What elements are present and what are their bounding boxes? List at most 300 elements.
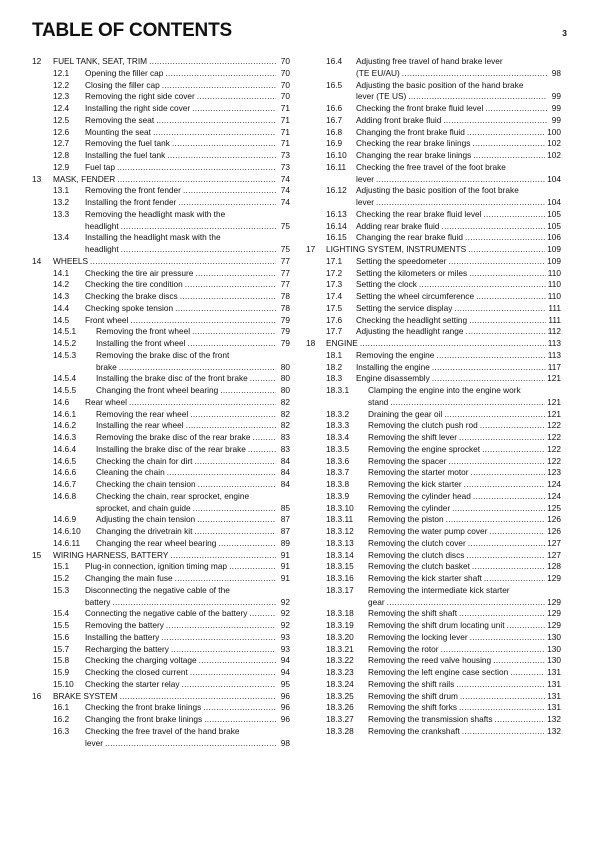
toc-entry-title: Removing the clutch basket: [368, 561, 470, 572]
toc-entry-title: Removing the seat: [85, 114, 155, 125]
dot-leader: [162, 80, 276, 92]
toc-entry-title: Removing the headlight mask with the: [85, 208, 226, 219]
toc-entry-text: [356, 362, 561, 374]
toc-entry-text: [85, 209, 290, 233]
toc-entry-page: 71: [280, 114, 290, 125]
toc-entry-number: 18.3.17: [326, 584, 354, 595]
toc-entry[interactable]: [32, 585, 290, 609]
toc-entry-title: Removing the engine sprocket: [368, 443, 481, 454]
toc-entry-page: 70: [280, 79, 290, 90]
toc-entry-number: 14.6.8: [53, 490, 77, 501]
toc-entry-text: [368, 691, 561, 703]
toc-entry[interactable]: [306, 632, 561, 644]
toc-entry-number: 13.1: [53, 185, 70, 196]
toc-entry-page: 106: [547, 232, 561, 243]
toc-entry[interactable]: [32, 150, 290, 162]
toc-entry[interactable]: [306, 667, 561, 679]
toc-entry[interactable]: [32, 209, 290, 233]
toc-entry-title: Installing the brake disc of the front brake: [96, 373, 248, 384]
toc-entry-number: 18.3.20: [326, 631, 354, 642]
toc-entry[interactable]: [306, 608, 561, 620]
toc-entry[interactable]: [306, 362, 561, 374]
toc-entry[interactable]: [306, 514, 561, 526]
toc-entry-title: Setting the service display: [356, 302, 453, 313]
toc-entry-number: 17.7: [326, 326, 343, 337]
toc-entry-text: [368, 608, 561, 620]
toc-entry[interactable]: [306, 620, 561, 632]
toc-entry[interactable]: [32, 444, 290, 456]
toc-entry-number: 13.2: [53, 197, 70, 207]
dot-leader: [376, 197, 545, 209]
toc-entry-page: 110: [547, 267, 561, 278]
toc-entry[interactable]: [306, 315, 561, 327]
toc-entry-text: [368, 679, 561, 691]
toc-entry[interactable]: [306, 232, 561, 244]
dot-leader: [441, 221, 545, 233]
toc-entry-number: 16.10: [326, 150, 347, 160]
toc-entry-text: [96, 526, 290, 538]
toc-entry-page: 123: [547, 467, 561, 478]
dot-leader: [183, 185, 276, 197]
toc-entry[interactable]: [32, 268, 290, 280]
dot-leader: [180, 291, 276, 303]
toc-entry-title: lever: [356, 173, 374, 184]
toc-entry-number: 14.5.3: [53, 349, 77, 360]
toc-entry-page: 75: [280, 244, 290, 254]
dot-leader: [193, 503, 276, 515]
toc-entry[interactable]: [32, 232, 290, 256]
toc-entry[interactable]: [32, 491, 290, 515]
toc-entry[interactable]: [306, 655, 561, 667]
toc-entry-title: Checking the closed current: [85, 667, 188, 677]
toc-entry-number: 14.6.3: [53, 432, 77, 442]
toc-entry[interactable]: [306, 138, 561, 150]
toc-entry-number: 16.3: [53, 725, 70, 736]
toc-entry[interactable]: [32, 279, 290, 291]
dot-leader: [167, 467, 276, 479]
toc-entry-text: [356, 373, 561, 385]
toc-entry-text: [368, 667, 561, 679]
toc-entry-number: 18.3.18: [326, 608, 354, 619]
toc-entry[interactable]: [306, 221, 561, 233]
toc-entry[interactable]: [306, 679, 561, 691]
toc-entry-title: Removing the engine: [356, 349, 435, 360]
toc-entry[interactable]: [32, 80, 290, 92]
toc-entry[interactable]: [32, 632, 290, 644]
toc-entry-title: Removing the water pump cover: [368, 526, 488, 536]
toc-entry-text: [85, 103, 290, 115]
toc-entry[interactable]: [32, 573, 290, 585]
toc-entry-page: 91: [280, 573, 290, 583]
dot-leader: [376, 174, 545, 186]
toc-right-column: [306, 56, 561, 738]
toc-entry[interactable]: [32, 315, 290, 327]
toc-entry-title: gear: [368, 596, 385, 607]
toc-entry-number: 13.4: [53, 232, 70, 243]
toc-entry-text: [85, 667, 290, 679]
toc-entry-page: 98: [280, 737, 290, 748]
toc-entry-number: 15.7: [53, 643, 70, 654]
toc-entry-number: 18.3.14: [326, 549, 354, 560]
dot-leader: [432, 362, 546, 374]
toc-entry[interactable]: [32, 514, 290, 526]
toc-entry[interactable]: [32, 350, 290, 374]
toc-entry-title: Disconnecting the negative cable of the: [85, 584, 230, 595]
toc-entry[interactable]: [32, 679, 290, 691]
dot-leader: [129, 397, 276, 409]
toc-entry-page: 113: [547, 349, 561, 360]
toc-entry[interactable]: [32, 103, 290, 115]
toc-entry-page: 71: [280, 138, 290, 149]
toc-entry[interactable]: [306, 291, 561, 303]
toc-entry[interactable]: [32, 667, 290, 679]
dot-leader: [190, 667, 276, 679]
toc-entry-number: 17.4: [326, 291, 343, 301]
toc-entry[interactable]: [32, 174, 290, 186]
dot-leader: [448, 456, 545, 468]
toc-entry[interactable]: [306, 526, 561, 538]
dot-leader: [473, 150, 545, 162]
toc-entry-number: 12.4: [53, 103, 70, 113]
toc-entry-text: [356, 80, 561, 104]
toc-entry-page: 70: [280, 91, 290, 102]
toc-entry[interactable]: [32, 185, 290, 197]
toc-entry-page: 92: [280, 608, 290, 619]
toc-entry-text: [356, 150, 561, 162]
toc-entry-number: 17.3: [326, 279, 343, 290]
toc-entry-text: [85, 608, 290, 620]
toc-entry[interactable]: [306, 491, 561, 503]
toc-entry-text: [368, 514, 561, 526]
toc-entry-title: lever: [356, 197, 374, 207]
toc-entry-title: Draining the gear oil: [368, 408, 443, 419]
dot-leader: [454, 303, 546, 315]
toc-entry[interactable]: [32, 456, 290, 468]
toc-entry[interactable]: [306, 585, 561, 609]
toc-entry-number: 17.1: [326, 255, 343, 266]
dot-leader: [436, 350, 545, 362]
dot-leader: [510, 667, 545, 679]
dot-leader: [452, 503, 545, 515]
toc-entry-number: 16: [32, 690, 42, 701]
toc-entry[interactable]: [32, 68, 290, 80]
toc-entry-page: 79: [280, 338, 290, 348]
toc-entry[interactable]: [32, 197, 290, 209]
toc-entry-number: 18.3.16: [326, 573, 354, 583]
toc-entry[interactable]: [32, 561, 290, 573]
toc-entry[interactable]: [306, 714, 561, 726]
toc-entry[interactable]: [306, 385, 561, 409]
dot-leader: [153, 127, 276, 139]
toc-entry-number: 18: [306, 338, 316, 348]
toc-entry[interactable]: [32, 409, 290, 421]
toc-entry-text: [96, 456, 290, 468]
toc-entry-page: 80: [280, 385, 290, 395]
toc-entry[interactable]: [32, 127, 290, 139]
toc-entry-text: [53, 256, 290, 268]
toc-entry[interactable]: [32, 691, 290, 703]
dot-leader: [121, 221, 276, 233]
toc-entry-page: 129: [547, 620, 561, 630]
toc-entry-text: [368, 432, 561, 444]
toc-entry[interactable]: [306, 244, 561, 256]
toc-entry-title: Removing the cylinder: [368, 502, 451, 513]
toc-entry-number: 18.2: [326, 361, 343, 372]
toc-entry[interactable]: [32, 620, 290, 632]
toc-entry-text: [356, 209, 561, 221]
toc-entry[interactable]: [306, 279, 561, 291]
toc-entry[interactable]: [306, 432, 561, 444]
toc-entry-text: [356, 221, 561, 233]
dot-leader: [485, 103, 547, 115]
dot-leader: [482, 444, 545, 456]
toc-entry-number: 15.8: [53, 655, 70, 666]
toc-entry-page: 87: [280, 526, 290, 536]
toc-entry-title: Checking the tire air pressure: [85, 267, 194, 278]
toc-entry-title: Changing the main fuse: [85, 573, 173, 583]
toc-entry[interactable]: [306, 103, 561, 115]
toc-entry[interactable]: [306, 209, 561, 221]
toc-entry-number: 14.6.9: [53, 514, 77, 525]
toc-entry-title: Installing the brake disc of the rear brake: [96, 443, 246, 454]
toc-entry[interactable]: [306, 702, 561, 714]
toc-entry-title: Removing the spacer: [368, 455, 447, 466]
page-title: TABLE OF CONTENTS: [32, 20, 232, 41]
toc-entry-text: [85, 315, 290, 327]
toc-entry-number: 14.4: [53, 302, 70, 313]
toc-entry-page: 96: [280, 690, 290, 701]
toc-entry[interactable]: [32, 338, 290, 350]
toc-entry-title: Removing the clutch push rod: [368, 420, 478, 431]
toc-entry[interactable]: [306, 115, 561, 127]
toc-entry-number: 15.3: [53, 584, 70, 595]
toc-entry-title: BRAKE SYSTEM: [53, 690, 118, 701]
toc-entry-title: Removing the intermediate kick starter: [368, 584, 510, 595]
dot-leader: [469, 268, 546, 280]
toc-entry-text: [85, 80, 290, 92]
toc-entry-page: 127: [547, 549, 561, 560]
dot-leader: [468, 244, 545, 256]
toc-entry-number: 16.2: [53, 714, 70, 724]
toc-entry-page: 74: [280, 173, 290, 184]
dot-leader: [166, 620, 276, 632]
toc-entry-page: 126: [547, 526, 561, 536]
toc-entry-page: 83: [280, 443, 290, 454]
dot-leader: [167, 150, 276, 162]
toc-entry-page: 111: [548, 302, 561, 313]
toc-entry[interactable]: [32, 373, 290, 385]
toc-entry-page: 129: [547, 573, 561, 583]
toc-entry-page: 109: [547, 244, 561, 254]
toc-entry-text: [85, 185, 290, 197]
toc-entry-text: [368, 585, 561, 609]
toc-entry[interactable]: [306, 467, 561, 479]
toc-entry[interactable]: [306, 479, 561, 491]
toc-entry[interactable]: [306, 538, 561, 550]
toc-entry[interactable]: [32, 726, 290, 750]
toc-entry-text: [85, 620, 290, 632]
toc-entry-title: Removing the clutch discs: [368, 549, 465, 560]
dot-leader: [465, 326, 545, 338]
dot-leader: [419, 279, 546, 291]
toc-entry[interactable]: [32, 385, 290, 397]
toc-entry-number: 18.3.13: [326, 537, 354, 548]
toc-entry-number: 15.4: [53, 608, 70, 619]
toc-entry-number: 16.15: [326, 232, 347, 243]
toc-entry[interactable]: [32, 303, 290, 315]
dot-leader: [161, 632, 276, 644]
toc-entry[interactable]: [32, 397, 290, 409]
toc-entry-number: 16.1: [53, 702, 70, 713]
toc-entry[interactable]: [32, 550, 290, 562]
toc-entry[interactable]: [306, 303, 561, 315]
toc-entry[interactable]: [306, 350, 561, 362]
dot-leader: [448, 256, 545, 268]
toc-entry-page: 100: [547, 126, 561, 137]
toc-entry-title: FUEL TANK, SEAT, TRIM: [53, 56, 148, 66]
toc-entry[interactable]: [306, 56, 561, 80]
toc-entry[interactable]: [32, 115, 290, 127]
toc-entry-text: [85, 303, 290, 315]
toc-entry[interactable]: [32, 526, 290, 538]
toc-entry[interactable]: [32, 655, 290, 667]
toc-entry-number: 15.5: [53, 620, 70, 630]
toc-entry-page: 99: [551, 114, 561, 125]
toc-entry-text: [85, 68, 290, 80]
toc-entry-text: [368, 479, 561, 491]
toc-entry-number: 14.6.10: [53, 526, 81, 536]
toc-entry[interactable]: [306, 561, 561, 573]
toc-entry[interactable]: [306, 150, 561, 162]
toc-entry[interactable]: [306, 503, 561, 515]
toc-entry-text: [85, 679, 290, 691]
toc-entry[interactable]: [306, 409, 561, 421]
toc-entry-number: 16.7: [326, 114, 343, 125]
toc-entry[interactable]: [32, 91, 290, 103]
toc-entry-text: [368, 561, 561, 573]
toc-entry-page: 113: [547, 338, 561, 348]
toc-entry[interactable]: [306, 691, 561, 703]
toc-entry-number: 14.6.1: [53, 408, 77, 419]
toc-entry-page: 73: [280, 150, 290, 160]
toc-entry[interactable]: [306, 550, 561, 562]
toc-entry-page: 130: [547, 655, 561, 666]
toc-entry-title: Removing the brake disc of the rear brake: [96, 432, 251, 442]
toc-entry-page: 85: [280, 502, 290, 513]
toc-entry-page: 87: [280, 514, 290, 525]
toc-entry-title: Checking the starter relay: [85, 678, 180, 689]
toc-entry-title: Rear wheel: [85, 396, 127, 407]
toc-entry-text: [368, 444, 561, 456]
toc-entry[interactable]: [32, 644, 290, 656]
toc-entry[interactable]: [306, 127, 561, 139]
toc-entry-title: Opening the filler cap: [85, 67, 164, 78]
toc-entry[interactable]: [306, 373, 561, 385]
toc-entry-title: ENGINE: [326, 338, 358, 348]
toc-entry[interactable]: [306, 420, 561, 432]
toc-entry[interactable]: [306, 726, 561, 738]
toc-entry[interactable]: [32, 420, 290, 432]
toc-entry-text: [356, 185, 561, 209]
dot-leader: [105, 738, 276, 750]
toc-entry-text: [368, 644, 561, 656]
toc-entry[interactable]: [32, 291, 290, 303]
toc-entry-number: 14.6.2: [53, 420, 77, 431]
toc-entry-page: 82: [280, 396, 290, 407]
dot-leader: [249, 608, 276, 620]
toc-entry[interactable]: [32, 714, 290, 726]
toc-entry-number: 18.3.3: [326, 420, 350, 431]
toc-entry-text: [85, 714, 290, 726]
toc-entry-title: Removing the front wheel: [96, 326, 191, 337]
toc-entry[interactable]: [32, 608, 290, 620]
toc-entry-title: Installing the right side cover: [85, 103, 191, 113]
toc-entry-page: 71: [280, 126, 290, 137]
toc-entry-title: Installing the fuel tank: [85, 150, 166, 160]
toc-entry-page: 126: [547, 514, 561, 525]
toc-entry-title: Checking the headlight setting: [356, 314, 468, 325]
toc-entry[interactable]: [306, 268, 561, 280]
toc-entry[interactable]: [306, 326, 561, 338]
toc-entry[interactable]: [32, 56, 290, 68]
toc-entry-page: 125: [547, 502, 561, 513]
toc-entry[interactable]: [32, 538, 290, 550]
toc-entry[interactable]: [306, 256, 561, 268]
toc-entry-text: [356, 326, 561, 338]
toc-entry[interactable]: [32, 256, 290, 268]
toc-entry-title: Removing the battery: [85, 620, 164, 630]
toc-entry[interactable]: [32, 479, 290, 491]
toc-entry[interactable]: [306, 456, 561, 468]
toc-entry[interactable]: [306, 162, 561, 186]
toc-entry[interactable]: [32, 162, 290, 174]
dot-leader: [194, 456, 276, 468]
toc-entry[interactable]: [32, 702, 290, 714]
toc-entry[interactable]: [32, 432, 290, 444]
toc-entry-number: 16.11: [326, 161, 347, 172]
dot-leader: [446, 514, 546, 526]
toc-entry-title: Checking the chain tension: [96, 479, 196, 489]
toc-entry-title: Changing the rear brake linings: [356, 150, 472, 160]
toc-entry-page: 104: [547, 173, 561, 184]
toc-entry[interactable]: [306, 644, 561, 656]
toc-entry-number: 16.12: [326, 185, 347, 196]
toc-entry-page: 84: [280, 479, 290, 489]
toc-entry[interactable]: [306, 338, 561, 350]
dot-leader: [149, 56, 276, 68]
dot-leader: [175, 573, 276, 585]
toc-entry[interactable]: [306, 80, 561, 104]
toc-entry-number: 14.5: [53, 314, 70, 325]
toc-entry[interactable]: [32, 326, 290, 338]
toc-entry[interactable]: [306, 573, 561, 585]
toc-entry[interactable]: [306, 444, 561, 456]
toc-entry-title: Removing the transmission shafts: [368, 714, 493, 724]
toc-entry[interactable]: [306, 185, 561, 209]
toc-entry[interactable]: [32, 138, 290, 150]
dot-leader: [390, 397, 545, 409]
toc-entry-page: 131: [547, 702, 561, 713]
toc-entry-text: [326, 338, 561, 350]
toc-entry-text: [85, 91, 290, 103]
toc-entry-page: 98: [551, 67, 561, 78]
toc-entry-text: [85, 655, 290, 667]
toc-entry-page: 84: [280, 467, 290, 478]
toc-entry-title: Removing the crankshaft: [368, 725, 460, 736]
dot-leader: [432, 373, 545, 385]
toc-entry-page: 92: [280, 596, 290, 607]
toc-entry[interactable]: [32, 467, 290, 479]
